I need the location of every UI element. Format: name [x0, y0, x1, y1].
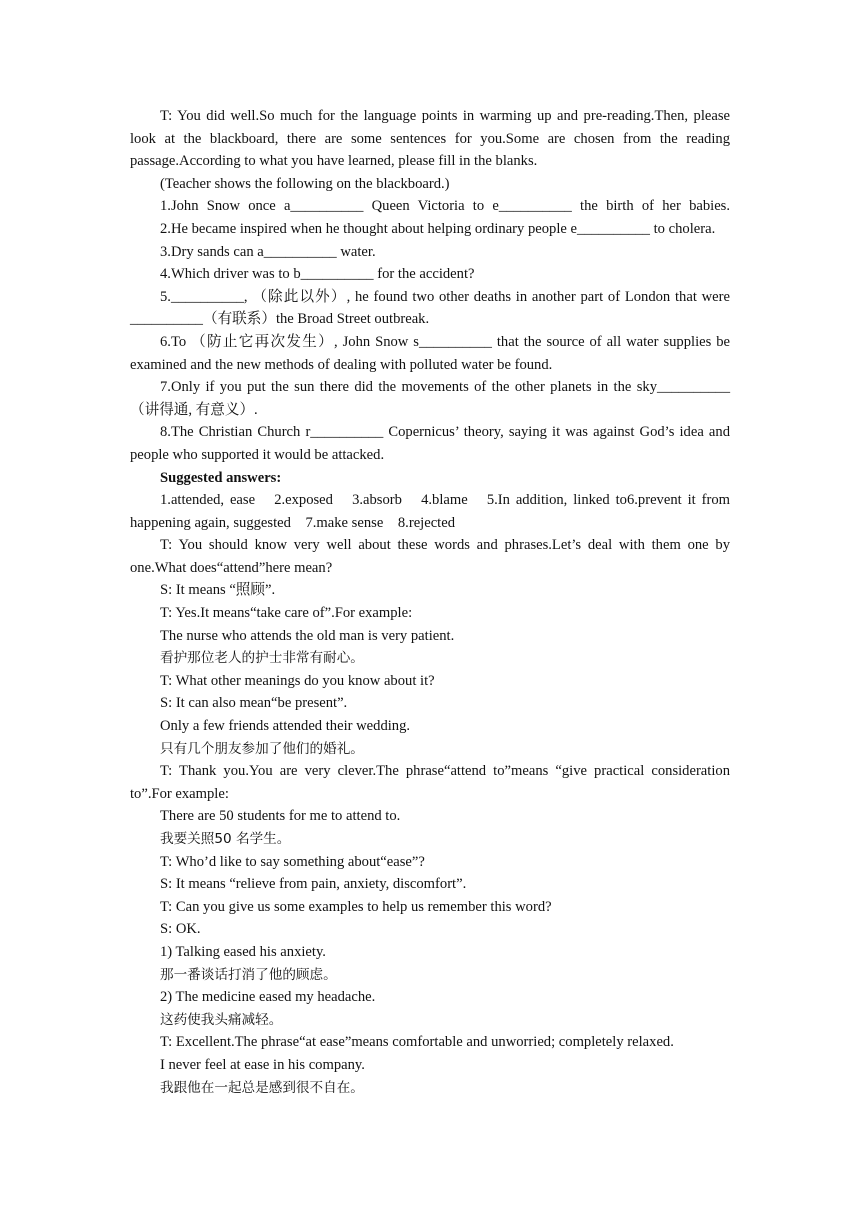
dialogue-line: T: Can you give us some examples to help us remember this word? [160, 898, 552, 915]
dialogue-line: S: It can also mean“be present”. [160, 695, 348, 712]
exercise-item-5: 5.__________, （除此以外）, he found two other deaths in another part of London that were __________（有联系）the Broad Street outbreak. [130, 288, 730, 328]
example-sentence: 2) The medicine eased my headache. [160, 989, 376, 1006]
dialogue-line: T: Excellent.The phrase“at ease”means comfortable and unworried; completely relaxed. [160, 1034, 674, 1051]
paragraph-intro: T: You did well.So much for the language points in warming up and pre-reading.Then, please look at the blackboard, there are some sentences for you.Some are chosen from the reading passage.According to what you have learned, please fill in the blanks. [130, 108, 730, 170]
example-sentence: Only a few friends attended their wedding. [160, 718, 411, 735]
example-translation: 我跟他在一起总是感到很不自在。 [160, 1079, 364, 1096]
example-translation: 看护那位老人的护士非常有耐心。 [160, 650, 364, 667]
example-sentence: There are 50 students for me to attend to. [160, 808, 401, 825]
example-translation: 那一番谈话打消了他的顾虑。 [160, 966, 337, 983]
exercise-item-8: 8.The Christian Church r__________ Copernicus’ theory, saying it was against God’s idea and people who supported it would be attacked. [130, 424, 730, 463]
answers-heading: Suggested answers: [160, 469, 282, 486]
paragraph-blackboard-note: (Teacher shows the following on the blackboard.) [160, 175, 450, 192]
dialogue-line: S: It means “relieve from pain, anxiety, discomfort”. [160, 876, 467, 893]
example-translation: 我要关照50 名学生。 [160, 831, 291, 847]
document-body [130, 105, 730, 1099]
dialogue-line: S: OK. [160, 921, 201, 938]
dialogue-line: T: Yes.It means“take care of”.For example: [160, 605, 413, 622]
answers-text: 1.attended, ease 2.exposed 3.absorb 4.blame 5.In addition, linked to6.prevent it from happening again, suggested 7.make sense 8.rejected [130, 492, 730, 531]
example-sentence: 1) Talking eased his anxiety. [160, 943, 326, 960]
exercise-item-2: 2.He became inspired when he thought about helping ordinary people e__________ to cholera. [160, 220, 716, 237]
exercise-item-4: 4.Which driver was to b__________ for the accident? [160, 266, 475, 283]
dialogue-line: T: What other meanings do you know about it? [160, 672, 435, 689]
dialogue-line: S: It means “照顾”. [160, 582, 276, 599]
dialogue-line: T: Who’d like to say something about“ease”? [160, 853, 425, 870]
dialogue-line: T: You should know very well about these words and phrases.Let’s deal with them one by one.What does“attend”here mean? [130, 537, 730, 576]
exercise-item-1: 1.John Snow once a__________ Queen Victoria to e__________ the birth of her babies. [160, 198, 730, 215]
example-sentence: I never feel at ease in his company. [160, 1056, 365, 1073]
example-translation: 这药使我头痛减轻。 [160, 1011, 283, 1028]
dialogue-line: T: Thank you.You are very clever.The phrase“attend to”means “give practical consideration to”.For example: [130, 763, 730, 802]
example-sentence: The nurse who attends the old man is very patient. [160, 627, 455, 644]
example-translation: 只有几个朋友参加了他们的婚礼。 [160, 740, 364, 757]
exercise-item-3: 3.Dry sands can a__________ water. [160, 243, 376, 260]
exercise-item-6: 6.To （防止它再次发生）, John Snow s__________ that the source of all water supplies be examined and the new methods of dealing with polluted water be found. [130, 333, 730, 373]
exercise-item-7: 7.Only if you put the sun there did the movements of the other planets in the sky__________（讲得通, 有意义）. [130, 379, 730, 418]
